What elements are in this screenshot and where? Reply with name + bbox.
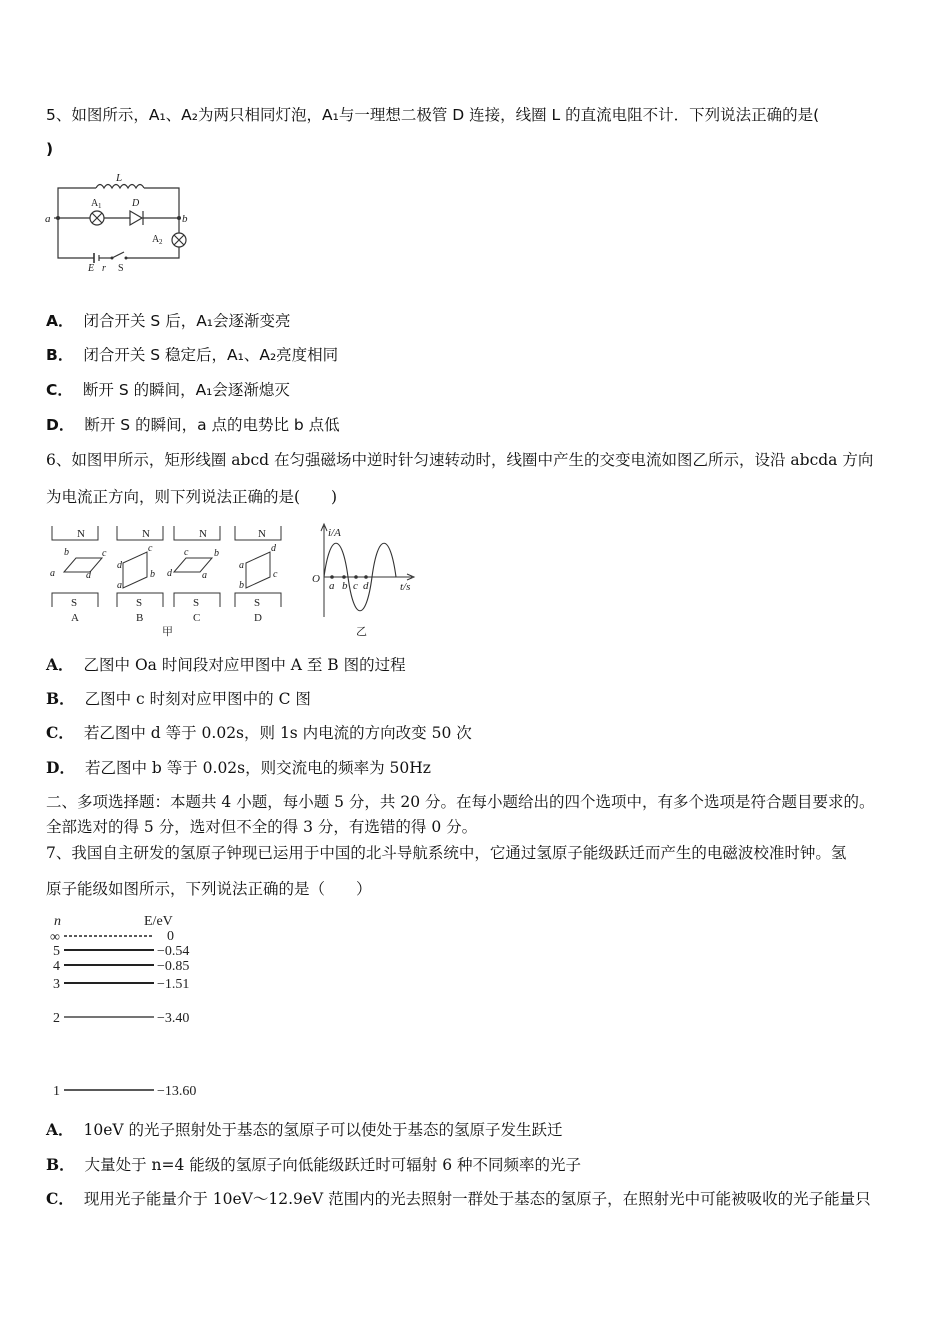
q5-stem-line2: ) bbox=[46, 140, 54, 158]
q7-option-a: A． 10eV 的光子照射处于基态的氢原子可以使处于基态的氢原子发生跃迁 bbox=[46, 1120, 563, 1139]
q5-option-b: B． 闭合开关 S 稳定后，A₁、A₂亮度相同 bbox=[46, 346, 339, 364]
q6-figure-yi bbox=[308, 522, 420, 640]
yi-tick-d: d bbox=[363, 580, 369, 592]
panel-d-label: D bbox=[254, 612, 262, 624]
q5-circuit-diagram bbox=[44, 170, 194, 275]
q5-option-a: A． 闭合开关 S 后，A₁会逐渐变亮 bbox=[46, 312, 291, 330]
label-A1-sub: 1 bbox=[98, 202, 102, 210]
yi-tick-b: b bbox=[342, 580, 348, 592]
q6-option-d: D． 若乙图中 b 等于 0.02s，则交流电的频率为 50Hz bbox=[46, 758, 431, 777]
q7-energy-level-diagram bbox=[44, 908, 224, 1103]
level-e-5: −0.54 bbox=[157, 944, 190, 959]
panel-b-south: S bbox=[136, 597, 143, 609]
panel-b-corner: b bbox=[150, 569, 155, 580]
panel-c-corner: b bbox=[214, 548, 219, 559]
q7-option-c: C． 现用光子能量介于 10eV～12.9eV 范围内的光去照射一群处于基态的氢原子，在照射光中可能被吸收的光子能量只 bbox=[46, 1189, 871, 1208]
panel-c-corner: d bbox=[167, 568, 172, 579]
q5-option-d: D． 断开 S 的瞬间，a 点的电势比 b 点低 bbox=[46, 416, 340, 434]
panel-b-corner: c bbox=[148, 543, 153, 554]
panel-c-corner: a bbox=[202, 570, 207, 581]
level-e-inf: 0 bbox=[167, 929, 174, 944]
level-e-2: −3.40 bbox=[157, 1011, 190, 1026]
q6-stem-line1: 6、如图甲所示，矩形线圈 abcd 在匀强磁场中逆时针匀速转动时，线圈中产生的交变电流如图乙所示，设沿 abcda 方向 bbox=[46, 451, 874, 469]
panel-d-north: N bbox=[258, 528, 266, 540]
panel-d-south: S bbox=[254, 597, 261, 609]
level-n-1: 1 bbox=[53, 1084, 60, 1099]
q6-option-a: A． 乙图中 Oa 时间段对应甲图中 A 至 B 图的过程 bbox=[46, 655, 406, 674]
yi-tick-c: c bbox=[353, 580, 358, 592]
q6-stem-line2: 为电流正方向，则下列说法正确的是( ) bbox=[46, 488, 338, 506]
level-n-5: 5 bbox=[53, 944, 60, 959]
panel-a-corner: d bbox=[86, 570, 91, 581]
panel-d-corner: a bbox=[239, 560, 244, 571]
level-n-4: 4 bbox=[53, 959, 60, 974]
section2-line1: 二、多项选择题：本题共 4 小题，每小题 5 分，共 20 分。在每小题给出的四个选项中，有多个选项是符合题目要求的。 bbox=[46, 793, 875, 811]
panel-b-corner: a bbox=[117, 580, 122, 591]
panel-c-label: C bbox=[193, 612, 201, 624]
level-n-inf: ∞ bbox=[50, 930, 60, 945]
panel-a-corner: c bbox=[102, 548, 107, 559]
panel-a-north: N bbox=[77, 528, 85, 540]
panel-c-north: N bbox=[199, 528, 207, 540]
q6-option-c: C． 若乙图中 d 等于 0.02s，则 1s 内电流的方向改变 50 次 bbox=[46, 723, 472, 742]
level-e-4: −0.85 bbox=[157, 959, 190, 974]
q5-option-c: C． 断开 S 的瞬间，A₁会逐渐熄灭 bbox=[46, 381, 290, 399]
level-n-3: 3 bbox=[53, 977, 60, 992]
panel-b-north: N bbox=[142, 528, 150, 540]
yi-xlabel: t/s bbox=[400, 581, 411, 593]
panel-c-corner: c bbox=[184, 547, 189, 558]
yi-ylabel: i/A bbox=[328, 527, 341, 539]
n-axis-label: n bbox=[54, 914, 61, 929]
q6-option-b: B． 乙图中 c 时刻对应甲图中的 C 图 bbox=[46, 689, 311, 708]
panel-b-corner: d bbox=[117, 560, 122, 571]
q5-stem-line1: 5、如图所示，A₁、A₂为两只相同灯泡，A₁与一理想二极管 D 连接，线圈 L 的直流电阻不计．下列说法正确的是( bbox=[46, 106, 820, 124]
q6-figure-jia bbox=[44, 522, 304, 640]
panel-d-corner: d bbox=[271, 543, 276, 554]
panel-a-label: A bbox=[71, 612, 79, 624]
label-S: S bbox=[118, 263, 124, 274]
energy-axis-label: E/eV bbox=[144, 914, 173, 929]
label-a: a bbox=[45, 213, 51, 225]
label-E: E bbox=[88, 263, 95, 274]
panel-a-corner: b bbox=[64, 547, 69, 558]
label-D: D bbox=[132, 198, 140, 209]
label-b: b bbox=[182, 213, 188, 225]
panel-d-corner: b bbox=[239, 580, 244, 591]
label-A1: A bbox=[91, 198, 99, 209]
label-r: r bbox=[102, 263, 106, 274]
panel-a-south: S bbox=[71, 597, 78, 609]
section2-line2: 全部选对的得 5 分，选对但不全的得 3 分，有选错的得 0 分。 bbox=[46, 818, 478, 836]
level-e-1: −13.60 bbox=[157, 1084, 197, 1099]
label-L: L bbox=[116, 172, 123, 184]
q7-stem-line1: 7、我国自主研发的氢原子钟现已运用于中国的北斗导航系统中，它通过氢原子能级跃迁而产生的电磁波校准时钟。氢 bbox=[46, 844, 847, 862]
panel-a-corner: a bbox=[50, 568, 55, 579]
fig-yi-caption: 乙 bbox=[356, 626, 367, 638]
q7-stem-line2: 原子能级如图所示，下列说法正确的是（ ） bbox=[46, 880, 372, 898]
yi-tick-a: a bbox=[329, 580, 335, 592]
label-A2: A bbox=[152, 234, 160, 245]
label-A2-sub: 2 bbox=[159, 238, 163, 246]
panel-d-corner: c bbox=[273, 569, 278, 580]
level-e-3: −1.51 bbox=[157, 977, 190, 992]
fig-jia-caption: 甲 bbox=[162, 626, 173, 638]
level-n-2: 2 bbox=[53, 1011, 60, 1026]
q7-option-b: B． 大量处于 n=4 能级的氢原子向低能级跃迁时可辐射 6 种不同频率的光子 bbox=[46, 1155, 582, 1174]
panel-b-label: B bbox=[136, 612, 144, 624]
yi-origin: O bbox=[312, 573, 320, 585]
panel-c-south: S bbox=[193, 597, 200, 609]
